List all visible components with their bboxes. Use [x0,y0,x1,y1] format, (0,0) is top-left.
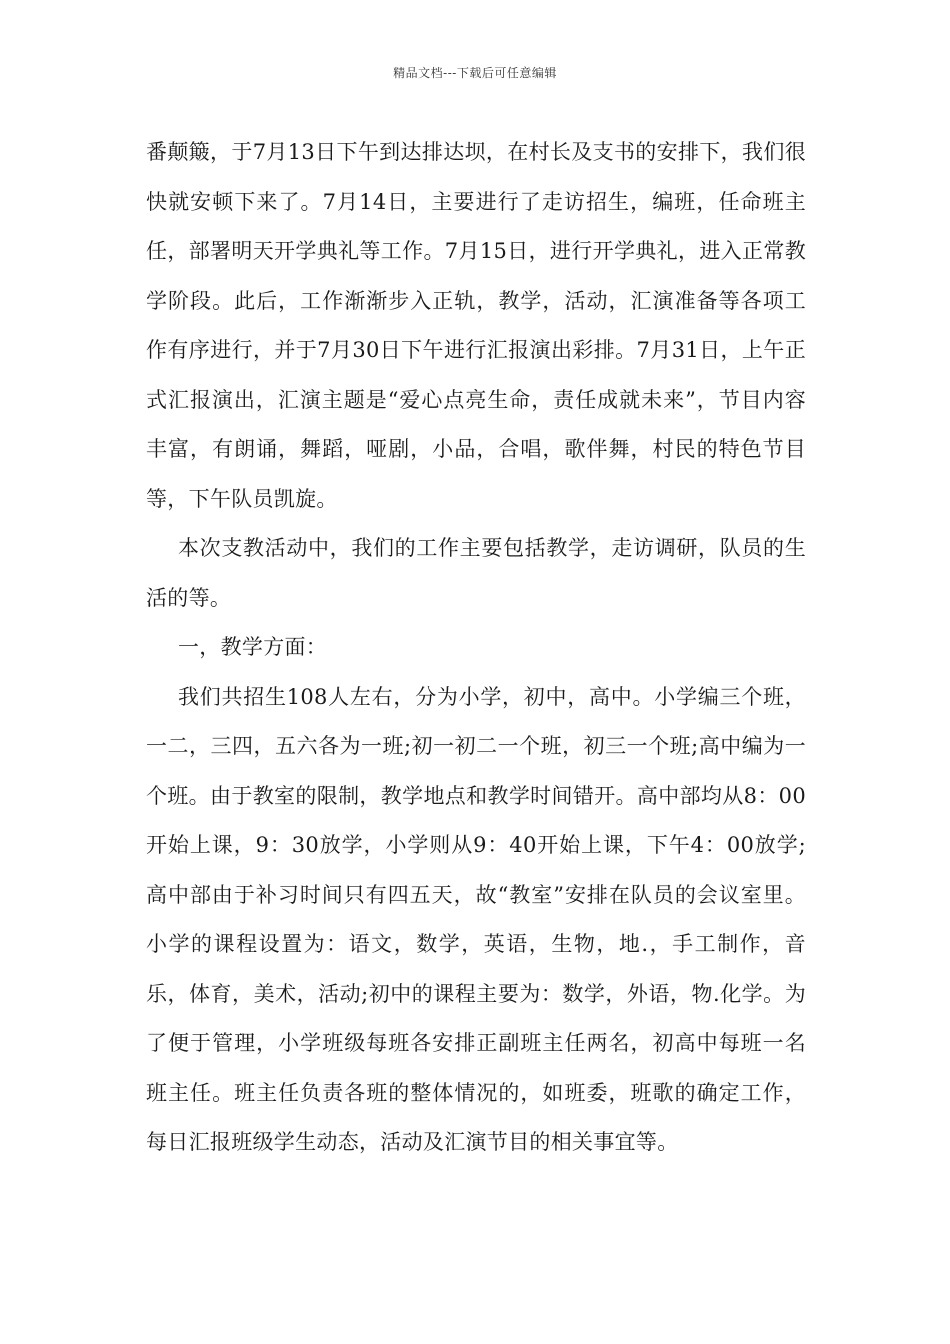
paragraph-3: 我们共招生108人左右，分为小学，初中，高中。小学编三个班，一二，三四，五六各为一班;初一初二一个班，初三一个班;高中编为一个班。由于教室的限制，教学地点和教学时间错开。高中部均从8：00开始上课，9：30放学，小学则从9：40开始上课，下午4：00放学;高中部由于补习时间只有四五天，故“教室”安排在队员的会议室里。小学的课程设置为：语文，数学，英语，生物，地.，手工制作，音乐，体育，美术，活动;初中的课程主要为：数学，外语，物.化学。为了便于管理，小学班级每班各安排正副班主任两名，初高中每班一名班主任。班主任负责各班的整体情况的，如班委，班歌的确定工作，每日汇报班级学生动态，活动及汇演节目的相关事宜等。 [146,684,806,1154]
section-heading-teaching: 一，教学方面： [178,635,328,659]
paragraph-2: 本次支教活动中，我们的工作主要包括教学，走访调研，队员的生活的等。 [146,536,806,610]
document-body [146,128,806,1168]
page-header: 精品文档---下载后可任意编辑 [393,66,557,80]
paragraph-1: 番颠簸，于7月13日下午到达排达坝，在村长及支书的安排下，我们很快就安顿下来了。7月14日，主要进行了走访招生，编班，任命班主任，部署明天开学典礼等工作。7月15日，进行开学典礼，进入正常教学阶段。此后，工作渐渐步入正轨，教学，活动，汇演准备等各项工作有序进行，并于7月30日下午进行汇报演出彩排。7月31日，上午正式汇报演出，汇演主题是“爱心点亮生命，责任成就未来”，节目内容丰富，有朗诵，舞蹈，哑剧，小品，合唱，歌伴舞，村民的特色节目等，下午队员凯旋。 [146,140,806,511]
